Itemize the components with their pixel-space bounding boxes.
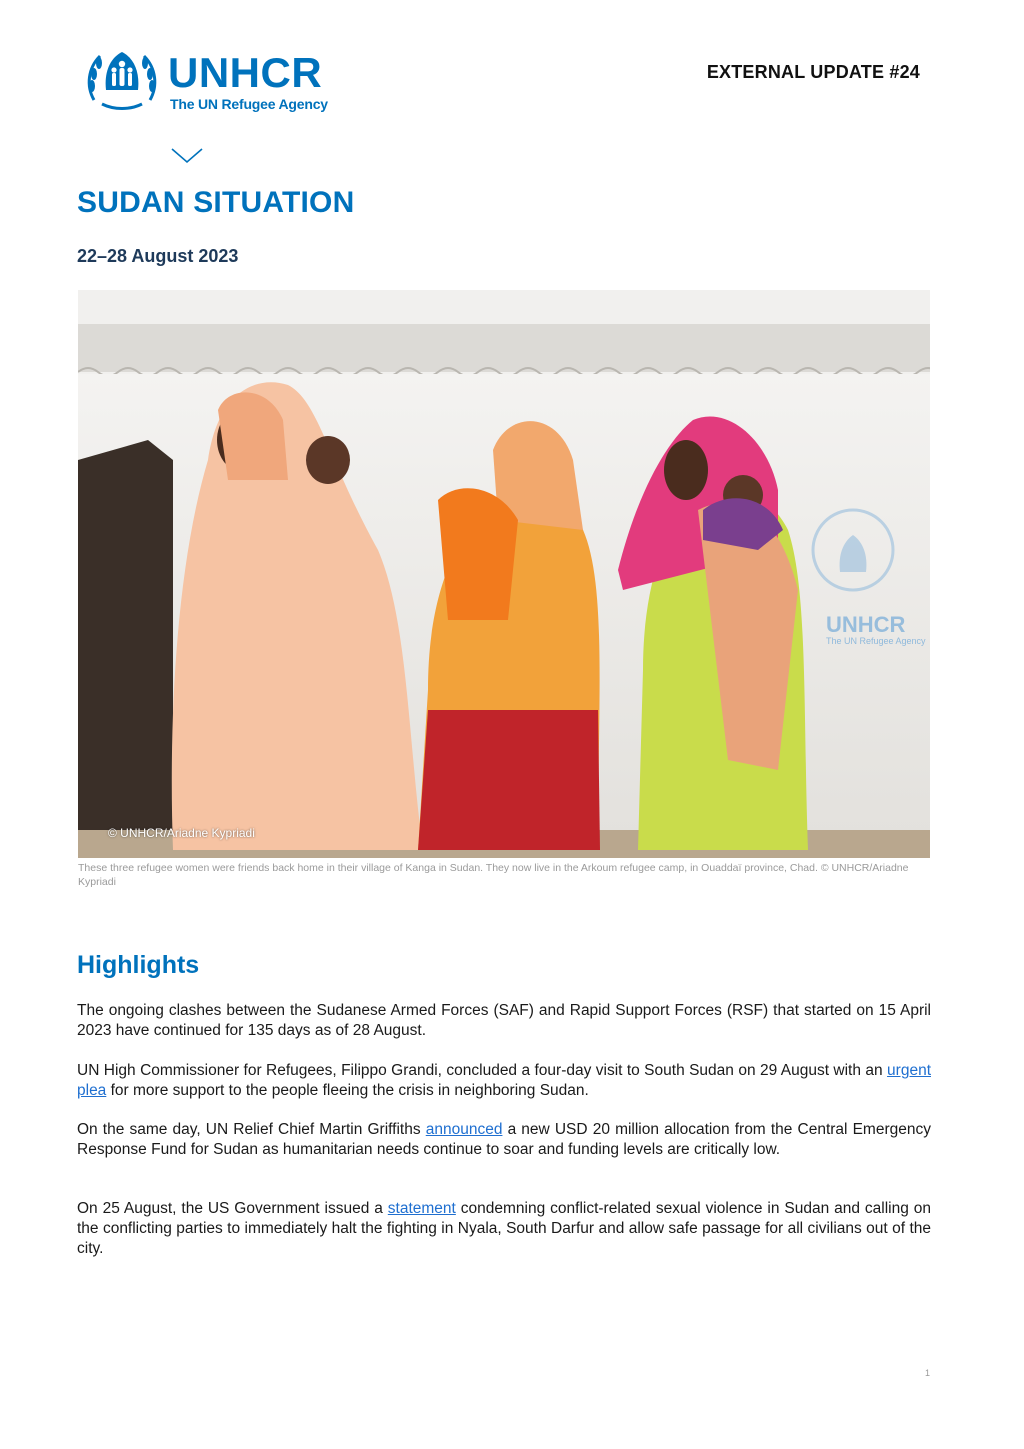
photo-caption: These three refugee women were friends back home in their village of Kanga in Sudan. They now live in the Arkoum refugee camp, in Ouaddaï province, Chad. © UNHCR/Ariadne Kypriadi [78,862,909,888]
page-title: SUDAN SITUATION [77,186,355,219]
urgent-plea-link[interactable]: urgent plea [77,1062,931,1099]
unhcr-logo [84,46,364,120]
paragraph-text: On 25 August, the US Government issued a [77,1200,388,1217]
statement-link[interactable]: statement [387,1200,456,1217]
paragraph-text: On the same day, UN Relief Chief Martin Griffiths [77,1121,426,1138]
highlight-paragraph: The ongoing clashes between the Sudanese Armed Forces (SAF) and Rapid Support Forces (RSF) that started on 15 April 2023 have continued for 135 days as of 28 August. [77,1002,931,1039]
paragraph-text: UN High Commissioner for Refugees, Filippo Grandi, concluded a four-day visit to South Sudan on 29 August with an [77,1062,888,1079]
paragraph-text: a new USD 20 million allocation from the Central Emergency Response Fund for Sudan as humanitarian needs continue to soar and funding levels are critically low. [77,1121,931,1158]
hero-photo [78,290,930,858]
photo-credit: © UNHCR/Ariadne Kypriadi [108,826,255,840]
page-number: 1 [925,1368,931,1378]
update-label: EXTERNAL UPDATE #24 [706,62,920,82]
chevron-down-icon [170,147,204,165]
photo-watermark-tagline: The UN Refugee Agency [826,636,926,646]
paragraph-text: for more support to the people fleeing the crisis in neighboring Sudan. [106,1082,589,1099]
refugee-women-photo [78,290,930,858]
paragraph-text: condemning conflict-related sexual violence in Sudan and calling on the conflicting parties to immediately halt the fighting in Nyala, South Darfur and allow safe passage for all civilians out of the city. [77,1200,931,1257]
date-range: 22–28 August 2023 [77,246,239,266]
photo-watermark: UNHCR [826,612,906,637]
logo-tagline: The UN Refugee Agency [170,96,328,112]
logo-wordmark: UNHCR [168,49,323,96]
highlight-paragraph [77,1120,931,1160]
highlight-paragraph [77,1061,931,1101]
unhcr-emblem-icon [84,46,160,112]
highlight-paragraph [77,1199,931,1259]
highlights-heading: Highlights [77,951,200,979]
announced-link[interactable]: announced [425,1121,503,1138]
